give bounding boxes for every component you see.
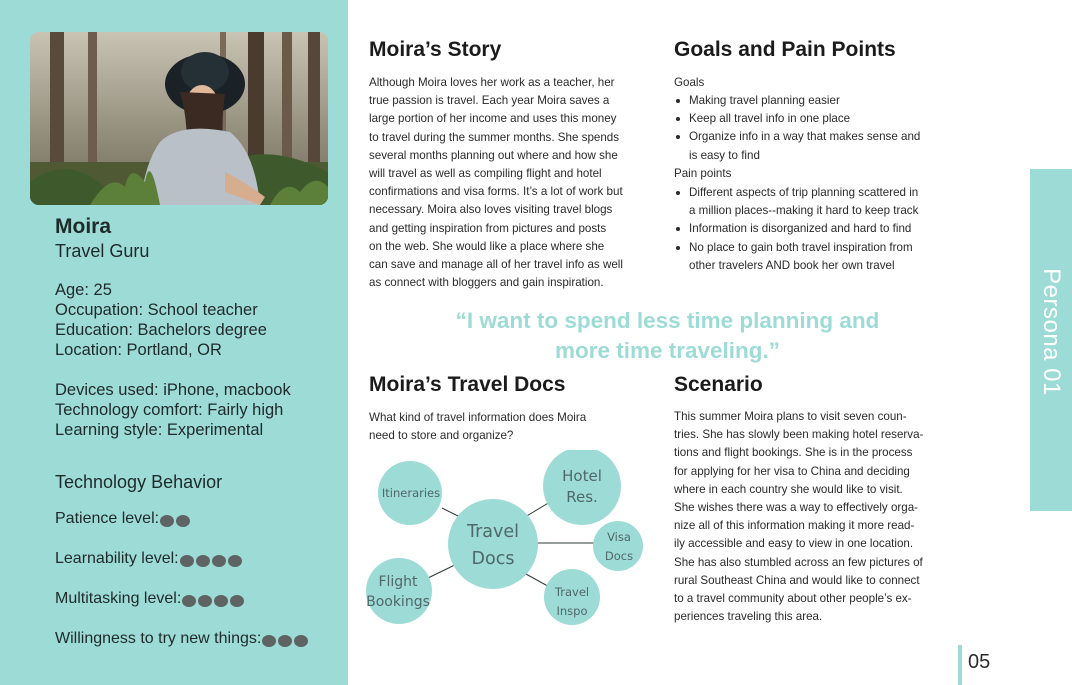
center-node xyxy=(448,499,538,589)
travel-docs-diagram xyxy=(360,450,650,630)
text-line: several months planning out where and how she xyxy=(369,148,618,162)
text-line: can save and manage all of her travel info as well xyxy=(369,258,623,272)
text-line: She wishes there was a way to effectively orga- xyxy=(674,501,919,515)
multitasking-rating xyxy=(182,595,244,607)
text-line: to a travel community about other people’s ex- xyxy=(674,592,912,606)
goal-item: Organize info in a way that makes sense and xyxy=(674,128,920,146)
occupation-text: Occupation: School teacher xyxy=(55,301,258,319)
learnability-rating xyxy=(180,555,242,567)
itineraries-label: Itineraries xyxy=(381,486,441,500)
tech-behavior-title: Technology Behavior xyxy=(55,472,223,492)
text-line: This summer Moira plans to visit seven coun- xyxy=(674,410,907,423)
pain-label: Pain points xyxy=(674,167,732,180)
text-line: for applying for her visa to China and deciding xyxy=(674,464,910,478)
pain-item: Information is disorganized and hard to find xyxy=(674,220,918,238)
goal-item: Making travel planning easier xyxy=(674,92,920,110)
goal-item: Keep all travel info in one place xyxy=(674,110,920,128)
docs-intro-line: need to store and organize? xyxy=(369,429,514,443)
rating-dot-icon xyxy=(228,555,242,567)
hotel-label: Res. xyxy=(566,488,598,506)
text-line: large portion of her income and uses this money xyxy=(369,112,617,126)
education-text: Education: Bachelors degree xyxy=(55,321,267,339)
devices-text: Devices used: iPhone, macbook xyxy=(55,381,291,399)
visa-node xyxy=(593,521,643,571)
text-line: tries. She has slowly been making hotel reserva- xyxy=(674,428,924,442)
goals-title: Goals and Pain Points xyxy=(674,38,896,61)
docs-title: Moira’s Travel Docs xyxy=(369,373,566,396)
flight-label: Flight xyxy=(378,574,418,590)
pain-item-continued: other travelers AND book her own travel xyxy=(689,258,895,272)
rating-dot-icon xyxy=(212,555,226,567)
patience-label: Patience level: xyxy=(55,510,160,527)
docs-intro-line: What kind of travel information does Moira xyxy=(369,411,587,424)
goal-item-continued: is easy to find xyxy=(689,148,760,162)
flight-label: Bookings xyxy=(366,594,430,610)
text-line: on the web. She would like a place where she xyxy=(369,239,605,253)
goals-list xyxy=(674,92,920,165)
persona-tab-label: Persona 01 xyxy=(1038,268,1065,396)
patience-level xyxy=(55,510,190,528)
text-line: rural Southeast China and would like to connect xyxy=(674,573,920,587)
quote-line-2: more time traveling.” xyxy=(554,338,781,363)
pain-item-continued: a million places--making it hard to keep track xyxy=(689,204,919,218)
persona-quote xyxy=(400,306,935,366)
page-number: 05 xyxy=(968,651,991,673)
demographics xyxy=(55,280,267,360)
text-line: nize all of this information making it more read- xyxy=(674,519,915,533)
learnability-label: Learnability level: xyxy=(55,550,179,567)
willingness-label: Willingness to try new things: xyxy=(55,630,262,647)
story-title: Moira’s Story xyxy=(369,38,502,61)
docs-intro xyxy=(369,409,586,445)
inspo-label: Travel xyxy=(554,585,590,599)
pain-item: Different aspects of trip planning scattered in xyxy=(674,184,918,202)
text-line: where in each country she would like to visit. xyxy=(674,482,903,496)
pain-list xyxy=(674,184,918,275)
rating-dot-icon xyxy=(180,555,194,567)
rating-dot-icon xyxy=(262,635,276,647)
persona-name: Moira xyxy=(55,215,112,238)
learning-style-text: Learning style: Experimental xyxy=(55,421,264,439)
text-line: true passion is travel. Each year Moira saves a xyxy=(369,94,610,108)
learnability-level xyxy=(55,550,242,568)
pain-item: No place to gain both travel inspiration from xyxy=(674,239,918,257)
multitasking-level xyxy=(55,590,244,608)
rating-dot-icon xyxy=(294,635,308,647)
rating-dot-icon xyxy=(278,635,292,647)
persona-role: Travel Guru xyxy=(55,241,150,261)
text-line: and getting inspiration from pictures and posts xyxy=(369,221,607,235)
patience-rating xyxy=(160,515,190,527)
scenario-title: Scenario xyxy=(674,373,763,396)
text-line: as connect with bloggers and gain inspiration. xyxy=(369,276,604,290)
text-line: periences traveling this area. xyxy=(674,610,823,624)
page-number-bar xyxy=(958,645,962,685)
goals-label: Goals xyxy=(674,76,705,89)
rating-dot-icon xyxy=(198,595,212,607)
willingness-rating xyxy=(262,635,308,647)
flight-node xyxy=(366,558,432,624)
text-line: will travel as well as compiling flight and hotel xyxy=(369,167,602,181)
persona-sidebar xyxy=(0,0,348,685)
rating-dot-icon xyxy=(214,595,228,607)
age-text: Age: 25 xyxy=(55,281,112,299)
rating-dot-icon xyxy=(160,515,174,527)
visa-label: Docs xyxy=(604,549,634,563)
location-text: Location: Portland, OR xyxy=(55,341,222,359)
text-line: to travel during the summer months. She spends xyxy=(369,130,620,144)
quote-line-1: “I want to spend less time planning and xyxy=(455,308,880,333)
text-line: Although Moira loves her work as a teacher, her xyxy=(369,76,615,89)
text-line: confirmations and visa forms. It’s a lot of work but xyxy=(369,185,623,199)
persona-photo xyxy=(30,32,328,205)
willingness-level xyxy=(55,630,308,648)
visa-label: Visa xyxy=(607,530,631,544)
center-label: Travel xyxy=(466,522,520,542)
tech-profile xyxy=(55,380,291,440)
hotel-label: Hotel xyxy=(562,467,602,485)
rating-dot-icon xyxy=(230,595,244,607)
multitasking-label: Multitasking level: xyxy=(55,590,182,607)
tech-comfort-text: Technology comfort: Fairly high xyxy=(55,401,284,419)
rating-dot-icon xyxy=(176,515,190,527)
rating-dot-icon xyxy=(196,555,210,567)
text-line: She has also stumbled across an few pictures of xyxy=(674,555,923,569)
text-line: necessary. Moira also loves visiting travel blogs xyxy=(369,203,613,217)
text-line: ily accessible and easy to view in one location. xyxy=(674,537,914,551)
scenario-text xyxy=(674,408,923,626)
story-text xyxy=(369,74,623,292)
text-line: tions and flight bookings. She is in the process xyxy=(674,446,913,460)
rating-dot-icon xyxy=(182,595,196,607)
center-label: Docs xyxy=(471,549,515,569)
inspo-label: Inspo xyxy=(556,604,588,618)
